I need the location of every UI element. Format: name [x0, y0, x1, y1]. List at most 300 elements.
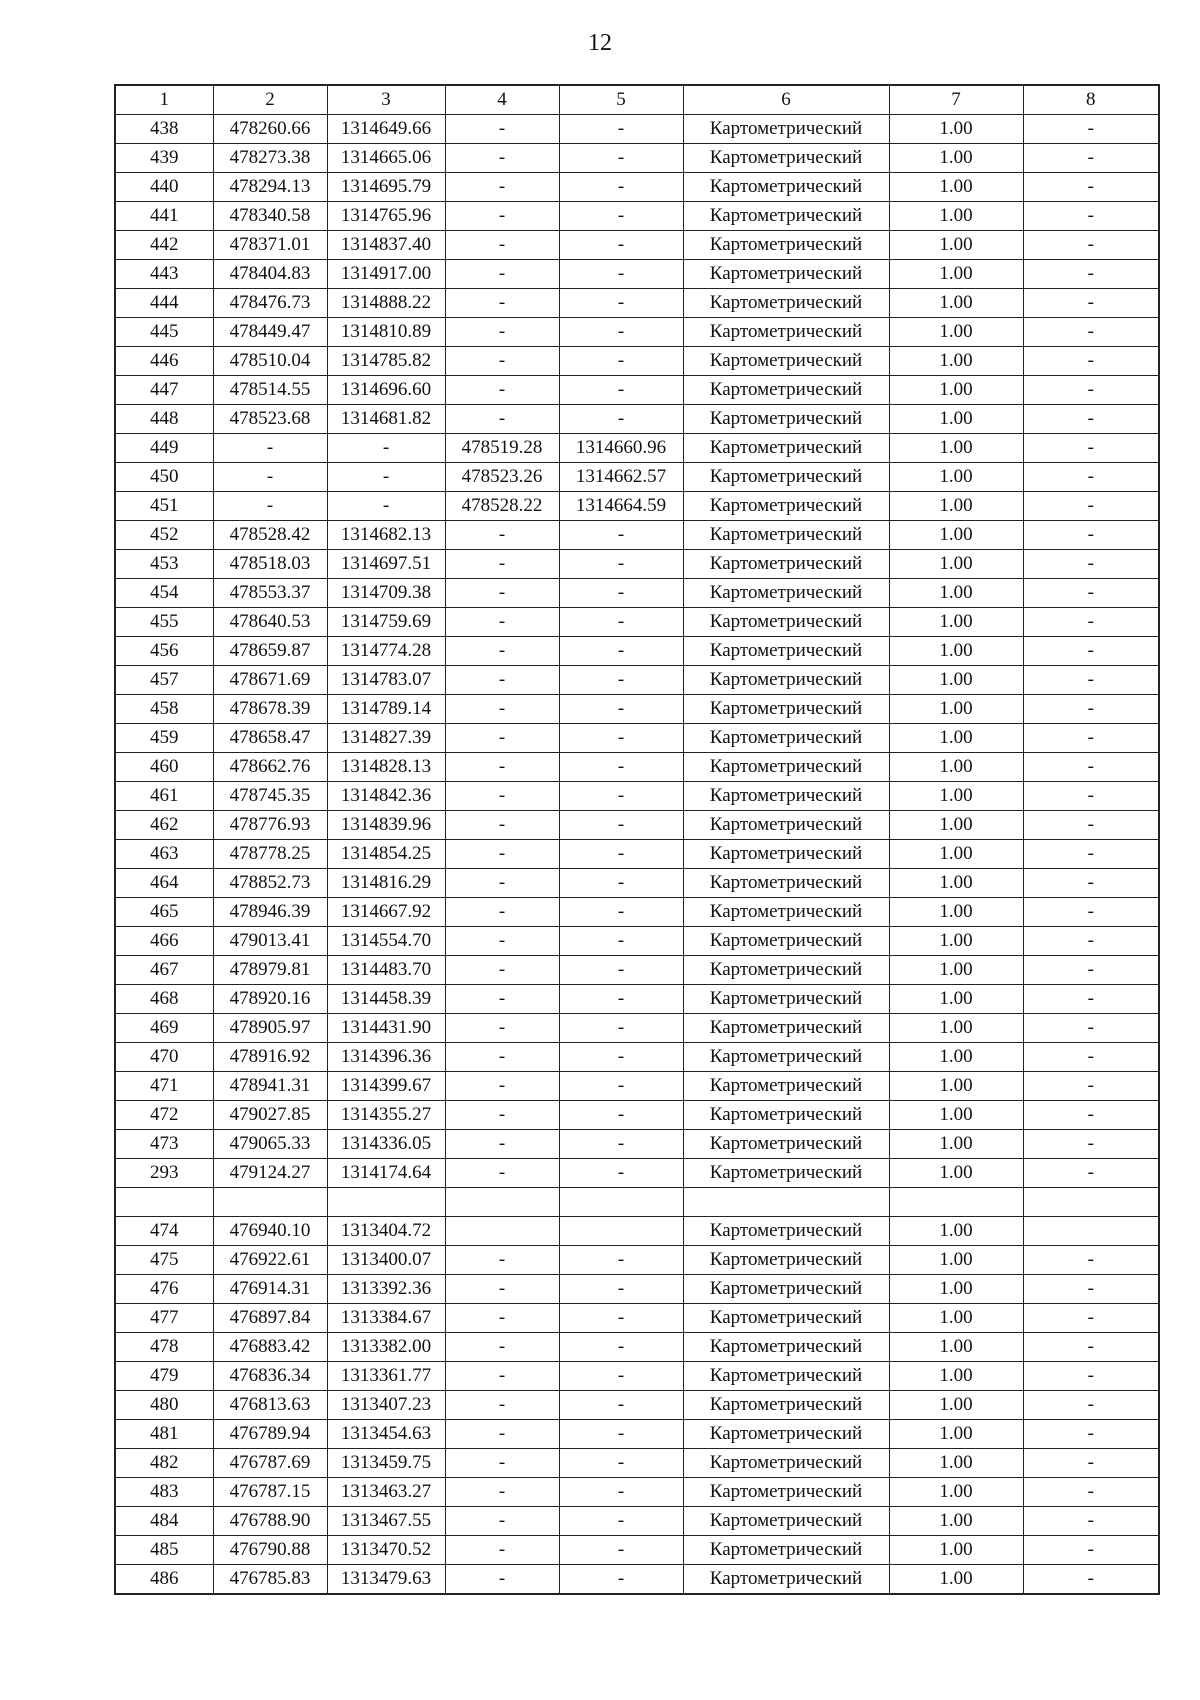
table-cell: 456: [115, 637, 213, 666]
table-cell: -: [1023, 1536, 1159, 1565]
table-cell: 474: [115, 1217, 213, 1246]
table-cell: 1.00: [889, 376, 1023, 405]
table-cell: 478852.73: [213, 869, 327, 898]
table-cell: 1313392.36: [327, 1275, 445, 1304]
table-cell: 1314697.51: [327, 550, 445, 579]
table-cell: 462: [115, 811, 213, 840]
table-cell: 478659.87: [213, 637, 327, 666]
table-row: [115, 666, 1159, 695]
table-cell: -: [327, 434, 445, 463]
table-row: [115, 521, 1159, 550]
table-cell: 1.00: [889, 231, 1023, 260]
table-cell: -: [1023, 521, 1159, 550]
table-row: [115, 1565, 1159, 1595]
table-cell: 478294.13: [213, 173, 327, 202]
table-cell: -: [559, 956, 683, 985]
table-cell: Картометрический: [683, 1275, 889, 1304]
table-cell: 1.00: [889, 956, 1023, 985]
table-row: [115, 1101, 1159, 1130]
table-cell: -: [1023, 434, 1159, 463]
table-cell: -: [1023, 1507, 1159, 1536]
table-cell: 1314765.96: [327, 202, 445, 231]
table-cell: 1.00: [889, 347, 1023, 376]
table-cell: 1314649.66: [327, 115, 445, 144]
table-cell: -: [1023, 898, 1159, 927]
table-cell: 1314665.06: [327, 144, 445, 173]
table-cell: 479124.27: [213, 1159, 327, 1188]
table-cell: 473: [115, 1130, 213, 1159]
table-cell: -: [559, 1391, 683, 1420]
table-cell: 463: [115, 840, 213, 869]
column-header: 8: [1023, 85, 1159, 115]
table-row: [115, 1130, 1159, 1159]
table-cell: Картометрический: [683, 637, 889, 666]
table-cell: Картометрический: [683, 927, 889, 956]
table-cell: -: [445, 927, 559, 956]
table-row: [115, 260, 1159, 289]
table-cell: 478518.03: [213, 550, 327, 579]
table-cell: 1314810.89: [327, 318, 445, 347]
table-cell: 479065.33: [213, 1130, 327, 1159]
table-cell: Картометрический: [683, 1362, 889, 1391]
table-cell: Картометрический: [683, 405, 889, 434]
table-cell: -: [445, 144, 559, 173]
table-cell: -: [559, 1304, 683, 1333]
table-cell: 1.00: [889, 1362, 1023, 1391]
table-row: [115, 231, 1159, 260]
table-cell: [445, 1188, 559, 1217]
table-row: [115, 695, 1159, 724]
table-body: [115, 115, 1159, 1595]
table-cell: -: [445, 521, 559, 550]
table-cell: 1.00: [889, 1159, 1023, 1188]
table-cell: 476785.83: [213, 1565, 327, 1595]
table-cell: 1313463.27: [327, 1478, 445, 1507]
table-cell: Картометрический: [683, 1449, 889, 1478]
table-cell: 1314827.39: [327, 724, 445, 753]
table-cell: -: [445, 985, 559, 1014]
table-cell: 440: [115, 173, 213, 202]
table-cell: -: [1023, 463, 1159, 492]
table-cell: 478916.92: [213, 1043, 327, 1072]
table-cell: 476922.61: [213, 1246, 327, 1275]
table-cell: 476787.69: [213, 1449, 327, 1478]
column-header: 7: [889, 85, 1023, 115]
table-cell: 1.00: [889, 1449, 1023, 1478]
table-cell: Картометрический: [683, 144, 889, 173]
table-cell: 447: [115, 376, 213, 405]
table-cell: 478528.22: [445, 492, 559, 521]
table-row: [115, 811, 1159, 840]
table-cell: [559, 1217, 683, 1246]
table-cell: 450: [115, 463, 213, 492]
table-cell: -: [559, 666, 683, 695]
table-cell: 467: [115, 956, 213, 985]
table-cell: -: [445, 695, 559, 724]
table-cell: 478745.35: [213, 782, 327, 811]
table-cell: -: [445, 1159, 559, 1188]
table-cell: Картометрический: [683, 1304, 889, 1333]
table-cell: -: [559, 608, 683, 637]
table-cell: 453: [115, 550, 213, 579]
column-header: 3: [327, 85, 445, 115]
table-row: [115, 724, 1159, 753]
table-cell: 1313404.72: [327, 1217, 445, 1246]
table-row: [115, 1304, 1159, 1333]
table-cell: -: [1023, 1130, 1159, 1159]
table-cell: Картометрический: [683, 1420, 889, 1449]
table-cell: -: [445, 318, 559, 347]
table-cell: -: [1023, 1362, 1159, 1391]
table-cell: Картометрический: [683, 579, 889, 608]
table-cell: 1.00: [889, 1536, 1023, 1565]
table-cell: -: [1023, 115, 1159, 144]
table-cell: 478340.58: [213, 202, 327, 231]
table-cell: -: [559, 811, 683, 840]
table-cell: -: [1023, 173, 1159, 202]
table-cell: 478941.31: [213, 1072, 327, 1101]
table-cell: -: [559, 724, 683, 753]
header-row: [115, 85, 1159, 115]
table-cell: 468: [115, 985, 213, 1014]
table-cell: -: [1023, 724, 1159, 753]
table-cell: 478905.97: [213, 1014, 327, 1043]
table-cell: -: [445, 608, 559, 637]
table-cell: 1314458.39: [327, 985, 445, 1014]
table-cell: 1314789.14: [327, 695, 445, 724]
table-cell: 1.00: [889, 1478, 1023, 1507]
table-cell: 1.00: [889, 1043, 1023, 1072]
table-cell: -: [559, 115, 683, 144]
table-cell: 465: [115, 898, 213, 927]
table-row: [115, 376, 1159, 405]
table-cell: 1.00: [889, 463, 1023, 492]
table-row: [115, 927, 1159, 956]
table-cell: 478528.42: [213, 521, 327, 550]
table-cell: Картометрический: [683, 1478, 889, 1507]
table-cell: -: [213, 434, 327, 463]
table-cell: -: [559, 347, 683, 376]
table-row: [115, 869, 1159, 898]
table-cell: Картометрический: [683, 898, 889, 927]
table-cell: -: [445, 1449, 559, 1478]
table-cell: 478519.28: [445, 434, 559, 463]
table-cell: -: [327, 463, 445, 492]
table-cell: Картометрический: [683, 695, 889, 724]
table-cell: 293: [115, 1159, 213, 1188]
table-cell: -: [559, 1101, 683, 1130]
table-cell: 476836.34: [213, 1362, 327, 1391]
table-cell: 1.00: [889, 579, 1023, 608]
table-cell: -: [1023, 869, 1159, 898]
table-cell: -: [559, 1159, 683, 1188]
table-row: [115, 985, 1159, 1014]
table-cell: 466: [115, 927, 213, 956]
table-row: [115, 144, 1159, 173]
table-row: [115, 289, 1159, 318]
table-cell: 1314839.96: [327, 811, 445, 840]
table-cell: Картометрический: [683, 521, 889, 550]
table-cell: 452: [115, 521, 213, 550]
table-cell: 442: [115, 231, 213, 260]
table-cell: Картометрический: [683, 202, 889, 231]
table-cell: 445: [115, 318, 213, 347]
table-cell: -: [445, 1130, 559, 1159]
table-cell: [1023, 1217, 1159, 1246]
table-cell: -: [445, 1478, 559, 1507]
table-cell: 478449.47: [213, 318, 327, 347]
table-cell: -: [1023, 666, 1159, 695]
table-cell: -: [559, 1536, 683, 1565]
table-cell: -: [445, 1391, 559, 1420]
page-number: 12: [588, 30, 612, 56]
table-cell: Картометрический: [683, 463, 889, 492]
table-cell: 1.00: [889, 144, 1023, 173]
table-row: [115, 1391, 1159, 1420]
table-cell: 478776.93: [213, 811, 327, 840]
table-cell: -: [1023, 637, 1159, 666]
table-cell: Картометрический: [683, 550, 889, 579]
table-cell: -: [1023, 840, 1159, 869]
table-row: [115, 434, 1159, 463]
table-cell: 479027.85: [213, 1101, 327, 1130]
table-cell: 476790.88: [213, 1536, 327, 1565]
table-cell: 478510.04: [213, 347, 327, 376]
table-cell: -: [559, 1507, 683, 1536]
table-cell: 1.00: [889, 1101, 1023, 1130]
table-cell: 1.00: [889, 115, 1023, 144]
table-cell: 451: [115, 492, 213, 521]
table-cell: 446: [115, 347, 213, 376]
table-cell: -: [559, 637, 683, 666]
table-cell: 483: [115, 1478, 213, 1507]
table-cell: 481: [115, 1420, 213, 1449]
table-cell: 1314483.70: [327, 956, 445, 985]
table-cell: 457: [115, 666, 213, 695]
table-cell: -: [1023, 231, 1159, 260]
table-cell: -: [559, 1333, 683, 1362]
table-cell: 478658.47: [213, 724, 327, 753]
table-cell: Картометрический: [683, 985, 889, 1014]
table-cell: 1.00: [889, 260, 1023, 289]
table-cell: 1313459.75: [327, 1449, 445, 1478]
table-row: [115, 115, 1159, 144]
table-cell: -: [1023, 1304, 1159, 1333]
table-cell: -: [559, 521, 683, 550]
table-cell: 472: [115, 1101, 213, 1130]
table-cell: 470: [115, 1043, 213, 1072]
table-row: [115, 405, 1159, 434]
table-cell: 478946.39: [213, 898, 327, 927]
table-row: [115, 318, 1159, 347]
table-row: [115, 463, 1159, 492]
table-row: [115, 1072, 1159, 1101]
table-cell: 1314399.67: [327, 1072, 445, 1101]
table-cell: Картометрический: [683, 115, 889, 144]
table-cell: -: [1023, 956, 1159, 985]
table-cell: -: [559, 202, 683, 231]
table-cell: 478514.55: [213, 376, 327, 405]
table-cell: -: [445, 840, 559, 869]
table-cell: 1.00: [889, 434, 1023, 463]
table-row: [115, 608, 1159, 637]
table-cell: 1313467.55: [327, 1507, 445, 1536]
table-cell: 1313384.67: [327, 1304, 445, 1333]
table-cell: -: [1023, 695, 1159, 724]
table-cell: 1314660.96: [559, 434, 683, 463]
table-cell: 1314774.28: [327, 637, 445, 666]
table-cell: -: [1023, 1449, 1159, 1478]
table-cell: 1314783.07: [327, 666, 445, 695]
table-cell: -: [559, 1275, 683, 1304]
table-cell: 1313407.23: [327, 1391, 445, 1420]
table-row: [115, 1449, 1159, 1478]
table-cell: -: [445, 1072, 559, 1101]
table-cell: Картометрический: [683, 173, 889, 202]
table-row: [115, 1420, 1159, 1449]
table-cell: -: [445, 1362, 559, 1391]
table-cell: -: [559, 550, 683, 579]
table-cell: -: [559, 405, 683, 434]
table-cell: -: [559, 289, 683, 318]
table-cell: -: [559, 260, 683, 289]
table-cell: 1313454.63: [327, 1420, 445, 1449]
table-cell: -: [1023, 144, 1159, 173]
table-cell: -: [327, 492, 445, 521]
table-cell: 482: [115, 1449, 213, 1478]
table-cell: -: [1023, 1072, 1159, 1101]
table-cell: -: [445, 1101, 559, 1130]
table-cell: 484: [115, 1507, 213, 1536]
table-cell: 477: [115, 1304, 213, 1333]
table-cell: [559, 1188, 683, 1217]
table-cell: 1314842.36: [327, 782, 445, 811]
table-cell: 1.00: [889, 1391, 1023, 1420]
table-row: [115, 753, 1159, 782]
table-cell: -: [445, 115, 559, 144]
table-cell: 478678.39: [213, 695, 327, 724]
table-cell: 1.00: [889, 637, 1023, 666]
table-row: [115, 1159, 1159, 1188]
table-cell: 1314828.13: [327, 753, 445, 782]
table-row: [115, 1246, 1159, 1275]
table-cell: Картометрический: [683, 1391, 889, 1420]
table-cell: 464: [115, 869, 213, 898]
table-cell: Картометрический: [683, 1217, 889, 1246]
table-cell: 476787.15: [213, 1478, 327, 1507]
table-cell: Картометрический: [683, 1101, 889, 1130]
table-cell: 1.00: [889, 492, 1023, 521]
table-cell: Картометрический: [683, 1072, 889, 1101]
table-cell: [683, 1188, 889, 1217]
table-cell: 476789.94: [213, 1420, 327, 1449]
table-cell: [115, 1188, 213, 1217]
table-cell: -: [1023, 1391, 1159, 1420]
table-cell: 478476.73: [213, 289, 327, 318]
table-cell: Картометрический: [683, 869, 889, 898]
table-cell: 478671.69: [213, 666, 327, 695]
table-row: [115, 1362, 1159, 1391]
table-cell: -: [559, 753, 683, 782]
table-cell: -: [445, 811, 559, 840]
table-cell: 475: [115, 1246, 213, 1275]
table-cell: -: [213, 463, 327, 492]
table-cell: -: [559, 318, 683, 347]
table-cell: -: [559, 1130, 683, 1159]
table-cell: Картометрический: [683, 1014, 889, 1043]
table-cell: -: [445, 579, 559, 608]
table-cell: 479: [115, 1362, 213, 1391]
table-cell: 478404.83: [213, 260, 327, 289]
table-cell: 1313400.07: [327, 1246, 445, 1275]
table-cell: -: [445, 289, 559, 318]
table-cell: [327, 1188, 445, 1217]
table-cell: 478920.16: [213, 985, 327, 1014]
table-cell: Картометрический: [683, 318, 889, 347]
table-cell: -: [1023, 550, 1159, 579]
table-cell: 1.00: [889, 608, 1023, 637]
table-cell: 1.00: [889, 753, 1023, 782]
table-cell: 1.00: [889, 1565, 1023, 1595]
table-cell: -: [559, 1420, 683, 1449]
table-cell: [213, 1188, 327, 1217]
table-cell: Картометрический: [683, 492, 889, 521]
table-cell: 1314917.00: [327, 260, 445, 289]
table-cell: 441: [115, 202, 213, 231]
table-row: [115, 637, 1159, 666]
table-cell: 478260.66: [213, 115, 327, 144]
table-cell: 1.00: [889, 840, 1023, 869]
table-cell: 1.00: [889, 1275, 1023, 1304]
table-cell: 1313361.77: [327, 1362, 445, 1391]
table-cell: 1.00: [889, 811, 1023, 840]
table-cell: 1314336.05: [327, 1130, 445, 1159]
table-cell: 476: [115, 1275, 213, 1304]
table-cell: 461: [115, 782, 213, 811]
table-cell: 460: [115, 753, 213, 782]
table-cell: 478778.25: [213, 840, 327, 869]
table-cell: -: [559, 1043, 683, 1072]
table-cell: 1314681.82: [327, 405, 445, 434]
table-cell: -: [445, 347, 559, 376]
table-cell: 1314396.36: [327, 1043, 445, 1072]
table-cell: -: [445, 898, 559, 927]
table-cell: -: [1023, 985, 1159, 1014]
column-header: 6: [683, 85, 889, 115]
column-header: 5: [559, 85, 683, 115]
table-cell: Картометрический: [683, 1246, 889, 1275]
table-cell: Картометрический: [683, 1043, 889, 1072]
table-cell: 1314355.27: [327, 1101, 445, 1130]
table-cell: -: [445, 1536, 559, 1565]
table-cell: 478662.76: [213, 753, 327, 782]
table-cell: 1.00: [889, 1130, 1023, 1159]
table-row: [115, 1507, 1159, 1536]
table-cell: 1314682.13: [327, 521, 445, 550]
table-cell: 1313479.63: [327, 1565, 445, 1595]
table-cell: 1.00: [889, 550, 1023, 579]
table-cell: -: [1023, 347, 1159, 376]
table-cell: 478: [115, 1333, 213, 1362]
table-cell: Картометрический: [683, 753, 889, 782]
table-row: [115, 492, 1159, 521]
table-cell: 444: [115, 289, 213, 318]
table-cell: 478523.26: [445, 463, 559, 492]
table-cell: 1314664.59: [559, 492, 683, 521]
table-row: [115, 782, 1159, 811]
table-cell: -: [445, 1420, 559, 1449]
table-cell: -: [559, 782, 683, 811]
